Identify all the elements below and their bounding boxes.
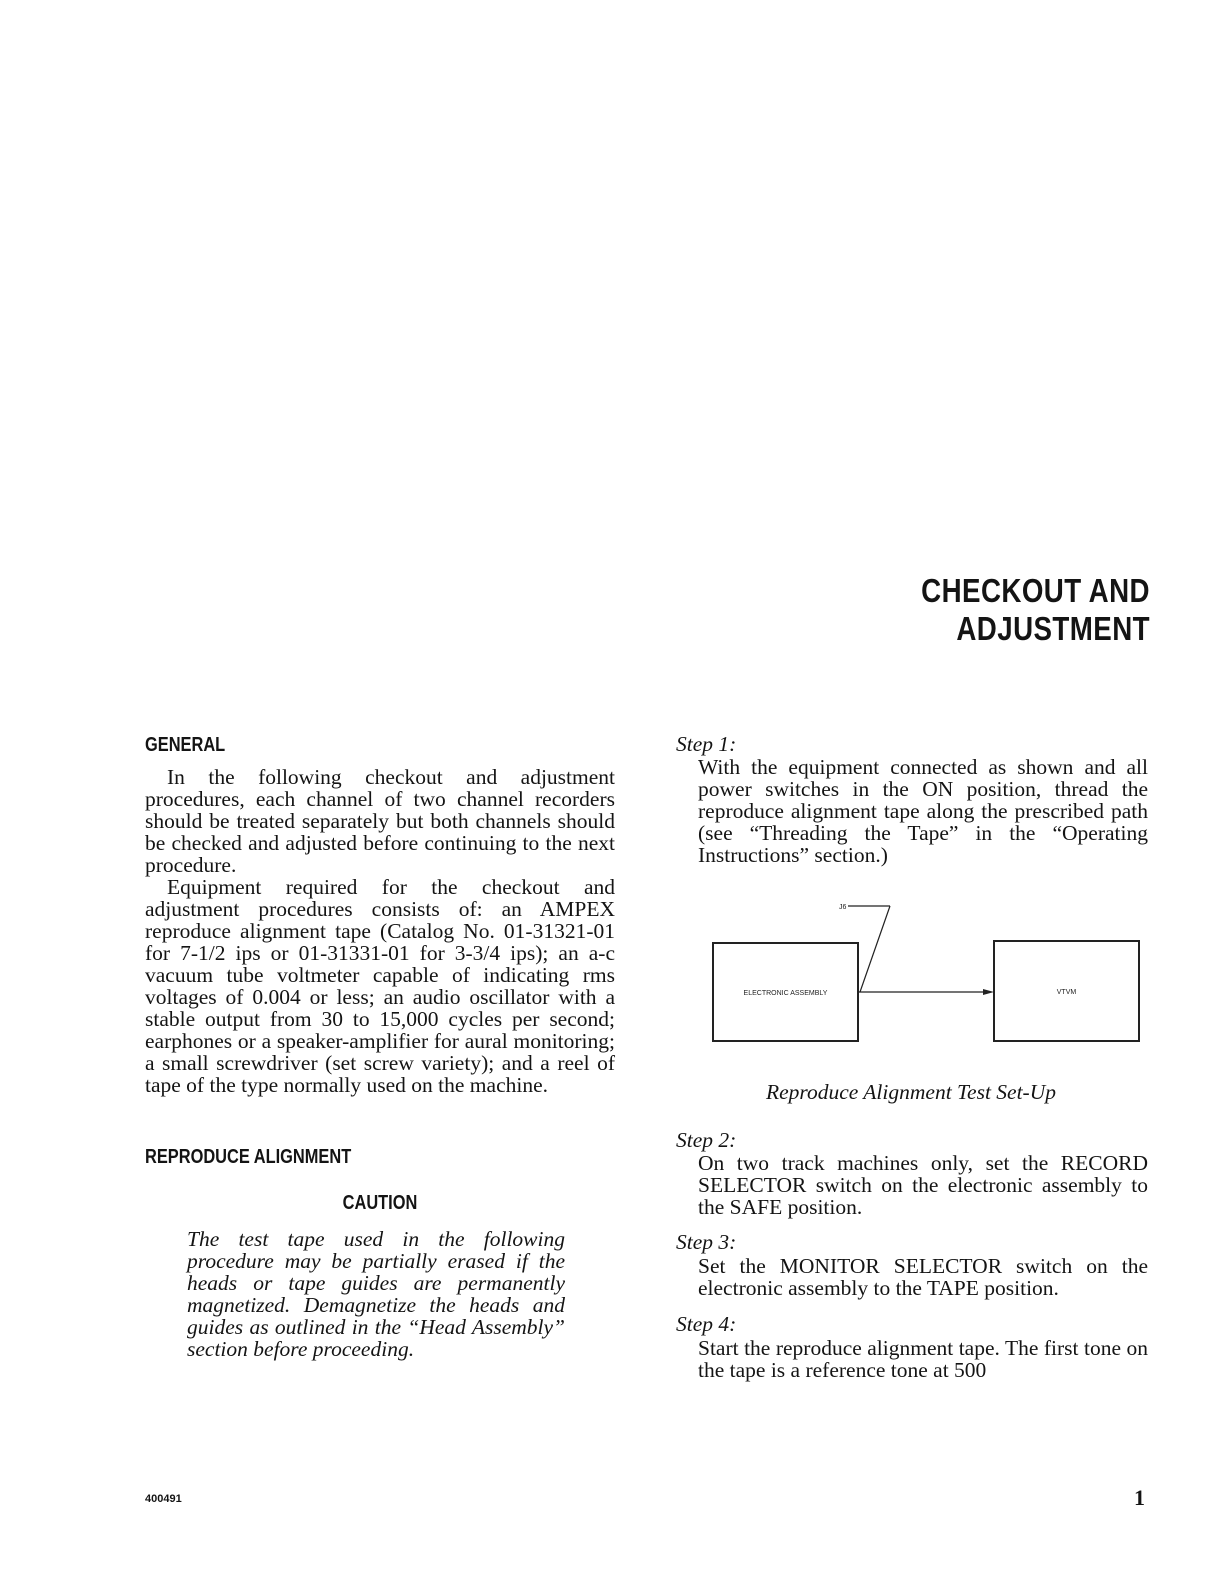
electronic-assembly-label: ELECTRONIC ASSEMBLY: [743, 990, 828, 997]
jack-label: J6: [839, 904, 847, 911]
step-1-text: With the equipment connected as shown and all power switches in the ON position, thread the reproduce alignment tape along the prescribed path (see “Threading the Tape” in the “Operating Instructions” section.): [698, 755, 1148, 867]
general-heading: GENERAL: [145, 734, 226, 756]
diagram-caption: Reproduce Alignment Test Set-Up: [765, 1080, 1056, 1104]
vtvm-label: VTVM: [1056, 989, 1077, 996]
step-2-text: On two track machines only, set the RECORD SELECTOR switch on the electronic assembly to the SAFE position.: [698, 1151, 1148, 1219]
jack-lead-diagonal: [860, 906, 890, 992]
step-2-label: Step 2:: [676, 1128, 737, 1152]
step-4-body: [698, 1337, 1148, 1381]
signal-arrowhead: [983, 989, 994, 995]
step-3-label: Step 3:: [676, 1230, 737, 1254]
reproduce-alignment-heading: REPRODUCE ALIGNMENT: [145, 1146, 352, 1168]
caution-text: The test tape used in the following procedure may be partially erased if the heads or tape guides are permanently magnetized. Demagnetize the heads and guides as outlined in the “Head Assembly” section before proceeding.: [187, 1227, 565, 1361]
step-4-label: Step 4:: [676, 1312, 737, 1336]
general-paragraph-1: In the following checkout and adjustment procedures, each channel of two channel recorders should be treated separately but both channels should be checked and adjusted before continuing to the next procedure.: [145, 765, 615, 877]
page-title: CHECKOUT AND ADJUSTMENT: [921, 572, 1150, 647]
step-1-body: [698, 756, 1148, 866]
step-2-body: [698, 1152, 1148, 1218]
step-4-text: Start the reproduce alignment tape. The first tone on the tape is a reference tone at 500: [698, 1336, 1148, 1382]
step-1-label: Step 1:: [676, 732, 737, 756]
step-3-text: Set the MONITOR SELECTOR switch on the electronic assembly to the TAPE position.: [698, 1254, 1148, 1300]
caution-block: [187, 1228, 565, 1360]
test-setup-diagram: [700, 900, 1150, 1050]
general-paragraph-2: Equipment required for the checkout and adjustment procedures consists of: an AMPEX reproduce alignment tape (Catalog No. 01-31321-01 for 7-1/2 ips or 01-31331-01 for 3-3/4 ips); an a-c vacuum tube voltmeter capable of indicating rms voltages of 0.004 or less; an audio oscillator with a stable output from 30 to 15,000 cycles per second; earphones or a speaker-amplifier for aural monitoring; a small screwdriver (set screw variety); and a reel of tape of the type normally used on the machine.: [145, 875, 615, 1097]
step-3-body: [698, 1255, 1148, 1299]
general-section: [145, 766, 615, 1096]
diagram-svg: [700, 900, 1150, 1050]
caution-heading: CAUTION: [342, 1192, 418, 1214]
document-number: 400491: [145, 1493, 182, 1505]
page-number: 1: [1134, 1485, 1145, 1510]
